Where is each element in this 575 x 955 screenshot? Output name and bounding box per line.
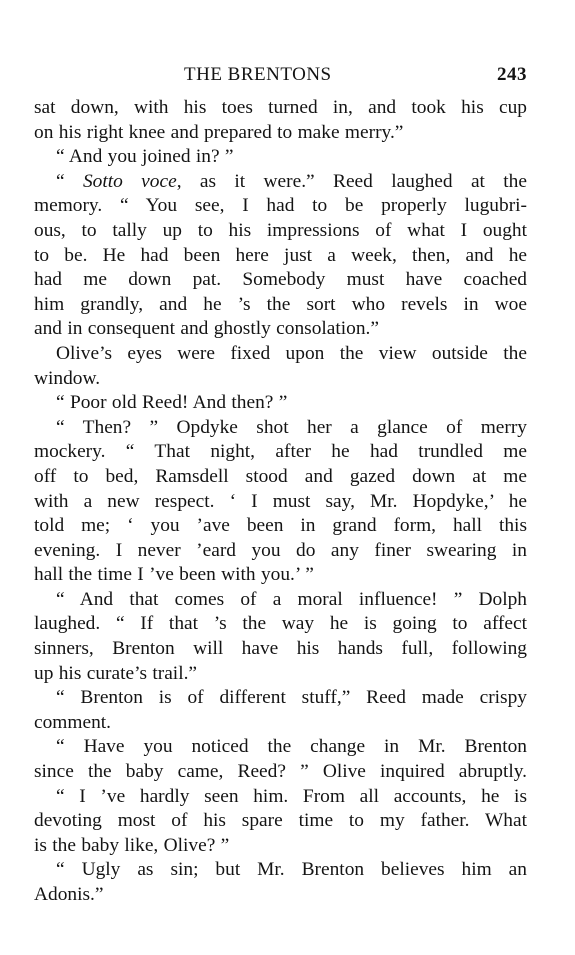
text-line: “ Ugly as sin; but Mr. Brenton believes him an bbox=[56, 859, 527, 881]
text-line: “ And that comes of a moral influence! ” Dolph bbox=[56, 588, 527, 610]
text-line: up his curate’s trail.” bbox=[34, 662, 198, 684]
text-line: “ Sotto voce, as it were.” Reed laughed at the bbox=[56, 170, 527, 192]
text-line: him grandly, and he ’s the sort who revels in woe bbox=[34, 293, 527, 315]
running-header bbox=[34, 62, 527, 90]
text-line: “ And you joined in? ” bbox=[56, 146, 234, 168]
page-number: 243 bbox=[497, 64, 527, 85]
text-line: hall the time I ’ve been with you.’ ” bbox=[34, 564, 314, 586]
text-line: off to bed, Ramsdell stood and gazed down at me bbox=[34, 465, 527, 487]
text-line: told me; ‘ you ’ave been in grand form, hall this bbox=[34, 515, 527, 537]
text-line: on his right knee and prepared to make merry.” bbox=[34, 121, 404, 143]
text-line: and in consequent and ghostly consolation.” bbox=[34, 318, 379, 340]
text-line: devoting most of his spare time to my father. What bbox=[34, 810, 527, 832]
italic-phrase: Sotto voce bbox=[82, 170, 177, 192]
running-title: THE BRENTONS bbox=[184, 64, 332, 85]
text-line: “ I ’ve hardly seen him. From all accounts, he is bbox=[56, 785, 527, 807]
text-line: is the baby like, Olive? ” bbox=[34, 834, 230, 856]
text-line: mockery. “ That night, after he had trundled me bbox=[34, 441, 527, 463]
text-line: sat down, with his toes turned in, and took his cup bbox=[34, 97, 527, 118]
text-line: sinners, Brenton will have his hands full, following bbox=[34, 638, 527, 660]
text-line: “ Brenton is of different stuff,” Reed made crispy bbox=[56, 687, 527, 709]
book-page bbox=[34, 62, 527, 908]
text-line: since the baby came, Reed? ” Olive inquired abruptly. bbox=[34, 761, 527, 783]
text-line: window. bbox=[34, 367, 101, 389]
text-line: comment. bbox=[34, 711, 112, 733]
text-line: ous, to tally up to his impressions of what I ought bbox=[34, 219, 527, 241]
text-line: with a new respect. ‘ I must say, Mr. Hopdyke,’ he bbox=[34, 490, 527, 512]
text-line: “ Have you noticed the change in Mr. Brenton bbox=[56, 736, 527, 758]
text-line: Adonis.” bbox=[34, 884, 104, 905]
text-line: to be. He had been here just a week, then, and he bbox=[34, 244, 527, 266]
text-line: “ Then? ” Opdyke shot her a glance of merry bbox=[56, 416, 527, 438]
text-line: had me down pat. Somebody must have coached bbox=[34, 269, 527, 291]
text-line: laughed. “ If that ’s the way he is going to affect bbox=[34, 613, 527, 635]
text-line: Olive’s eyes were fixed upon the view outside the bbox=[56, 342, 527, 364]
body-text bbox=[34, 96, 527, 908]
text-line: memory. “ You see, I had to be properly lugubri- bbox=[34, 195, 527, 217]
text-line: evening. I never ’eard you do any finer swearing in bbox=[34, 539, 527, 561]
text-line: “ Poor old Reed! And then? ” bbox=[56, 392, 288, 414]
